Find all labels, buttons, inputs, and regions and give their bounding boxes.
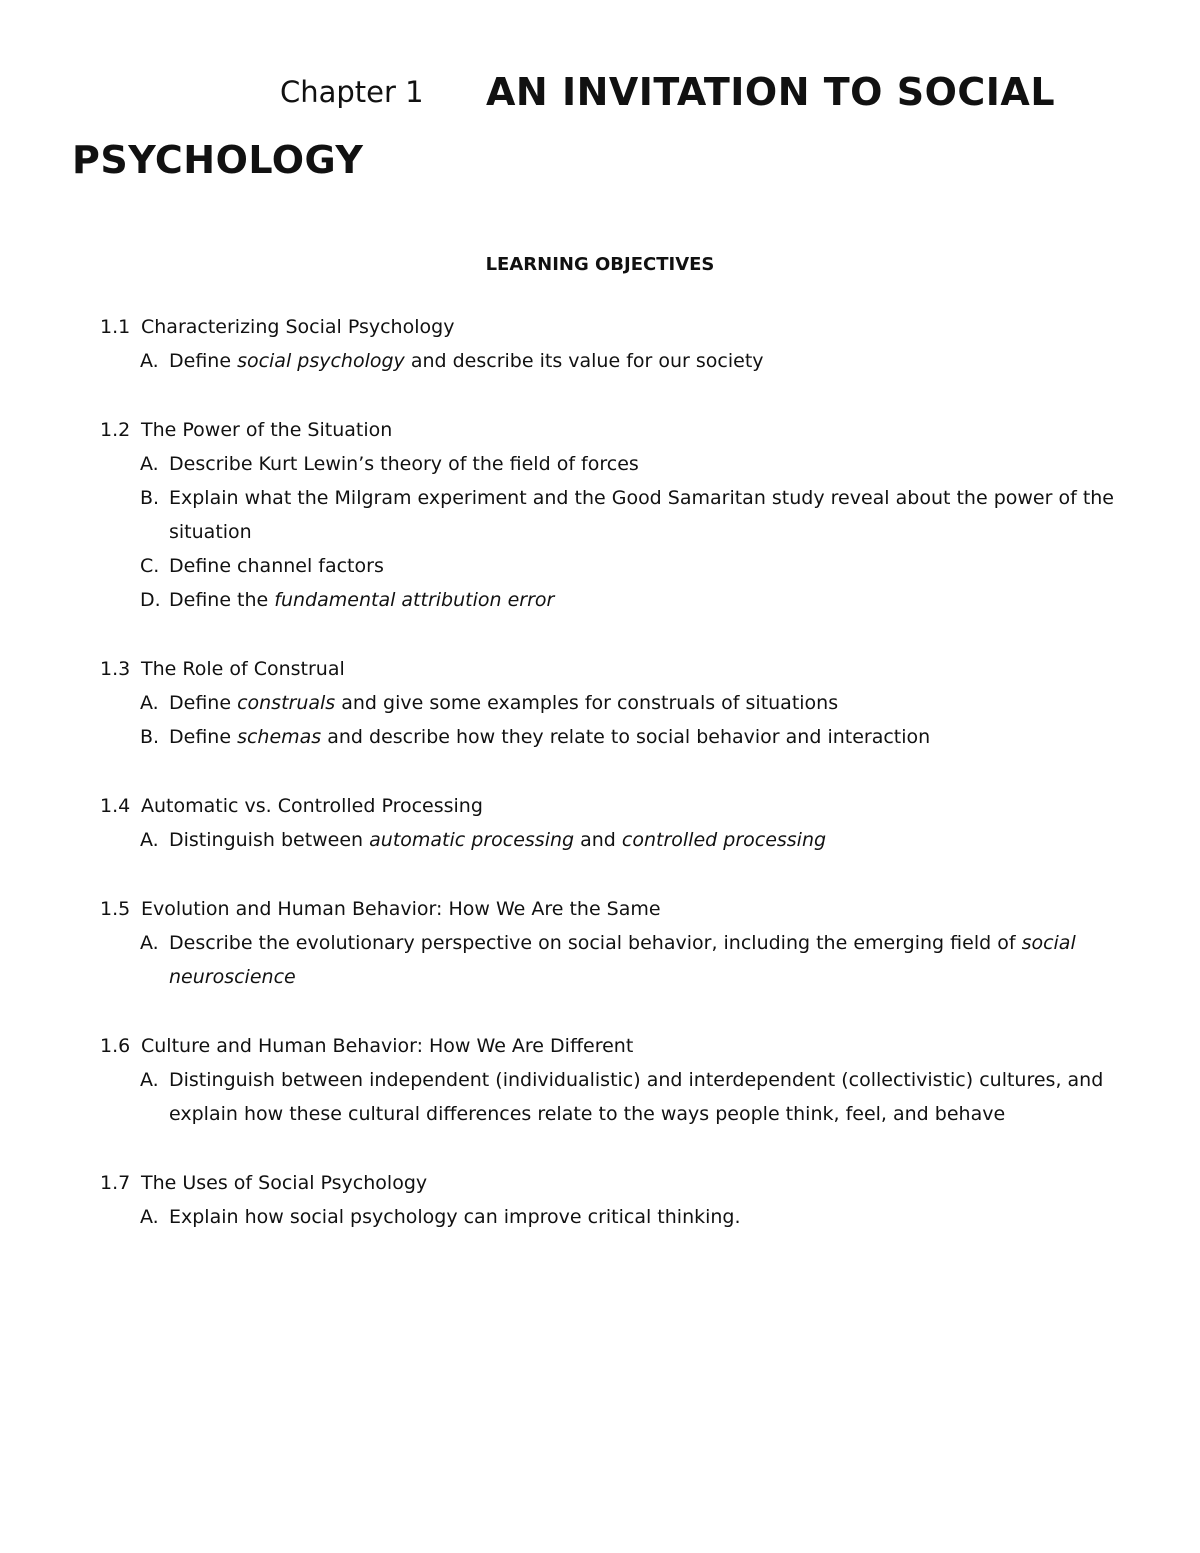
- section-title: The Role of Construal: [141, 658, 345, 680]
- section-heading: [100, 1029, 1130, 1063]
- objective-item: [100, 583, 1130, 617]
- item-text: [169, 1063, 1130, 1131]
- item-letter: A.: [140, 692, 159, 714]
- item-text-segment: Distinguish between: [169, 829, 370, 851]
- item-text-emphasis: schemas: [237, 726, 322, 748]
- item-text-segment: Define the: [169, 589, 275, 611]
- item-text-segment: Distinguish between independent (individualistic) and interdependent (collectivistic) cultures, and explain how these cultural differences relate to the ways people think, feel, and behave: [169, 1069, 1104, 1125]
- objective-section: [100, 413, 1130, 617]
- section-title: The Uses of Social Psychology: [141, 1172, 428, 1194]
- item-text: [169, 344, 1130, 378]
- item-letter: A.: [140, 453, 159, 475]
- section-number: 1.5: [100, 898, 131, 920]
- objective-section: [100, 1029, 1130, 1131]
- chapter-title-line1: AN INVITATION TO SOCIAL: [486, 70, 1056, 114]
- item-text-segment: Explain how social psychology can improve critical thinking.: [169, 1206, 741, 1228]
- objective-section: [100, 892, 1130, 994]
- section-heading: [100, 652, 1130, 686]
- chapter-label: Chapter 1: [280, 75, 424, 109]
- objective-item: [100, 481, 1130, 549]
- item-text-segment: Describe the evolutionary perspective on social behavior, including the emerging field of: [169, 932, 1022, 954]
- item-text-segment: Describe Kurt Lewin’s theory of the field of forces: [169, 453, 639, 475]
- item-text-emphasis: construals: [237, 692, 336, 714]
- objective-item: [100, 686, 1130, 720]
- section-title: Characterizing Social Psychology: [141, 316, 455, 338]
- chapter-title-line2: PSYCHOLOGY: [72, 138, 364, 182]
- objective-section: [100, 1166, 1130, 1234]
- section-number: 1.2: [100, 419, 131, 441]
- item-letter: A.: [140, 1206, 159, 1228]
- objective-item: [100, 549, 1130, 583]
- item-text-segment: Define: [169, 692, 238, 714]
- item-text: [169, 447, 1130, 481]
- learning-objectives-heading: LEARNING OBJECTIVES: [485, 254, 715, 275]
- item-text-emphasis: social neuroscience: [169, 932, 1076, 988]
- objective-item: [100, 447, 1130, 481]
- item-letter: A.: [140, 829, 159, 851]
- item-letter: D.: [140, 589, 161, 611]
- objective-item: [100, 1200, 1130, 1234]
- item-text: [169, 1200, 1130, 1234]
- objective-item: [100, 926, 1130, 994]
- section-title: Evolution and Human Behavior: How We Are the Same: [141, 898, 661, 920]
- item-text-segment: and: [574, 829, 622, 851]
- section-title: The Power of the Situation: [141, 419, 393, 441]
- objective-item: [100, 720, 1130, 754]
- item-text-emphasis: fundamental attribution error: [274, 589, 555, 611]
- item-letter: A.: [140, 932, 159, 954]
- section-title: Automatic vs. Controlled Processing: [141, 795, 483, 817]
- section-number: 1.3: [100, 658, 131, 680]
- item-text: [169, 720, 1130, 754]
- section-heading: [100, 1166, 1130, 1200]
- objective-item: [100, 344, 1130, 378]
- objective-section: [100, 310, 1130, 378]
- section-heading: [100, 892, 1130, 926]
- item-text: [169, 481, 1130, 549]
- item-text-segment: Define: [169, 726, 238, 748]
- item-letter: A.: [140, 1069, 159, 1091]
- item-text-segment: Explain what the Milgram experiment and the Good Samaritan study reveal about the power of the situation: [169, 487, 1114, 543]
- item-text: [169, 583, 1130, 617]
- item-text-segment: and give some examples for construals of situations: [335, 692, 839, 714]
- item-text-emphasis: controlled processing: [621, 829, 827, 851]
- objectives-list: [100, 310, 1130, 1269]
- item-letter: B.: [140, 726, 160, 748]
- item-text: [169, 823, 1130, 857]
- objective-item: [100, 823, 1130, 857]
- section-heading: [100, 789, 1130, 823]
- item-letter: A.: [140, 350, 159, 372]
- objective-section: [100, 789, 1130, 857]
- item-text: [169, 549, 1130, 583]
- item-text: [169, 686, 1130, 720]
- item-text-emphasis: social psychology: [237, 350, 405, 372]
- item-text-segment: and describe its value for our society: [404, 350, 764, 372]
- objective-item: [100, 1063, 1130, 1131]
- section-number: 1.1: [100, 316, 131, 338]
- section-number: 1.7: [100, 1172, 131, 1194]
- item-letter: C.: [140, 555, 160, 577]
- item-text-segment: Define channel factors: [169, 555, 384, 577]
- objective-section: [100, 652, 1130, 754]
- item-text-segment: Define: [169, 350, 238, 372]
- section-number: 1.4: [100, 795, 131, 817]
- item-letter: B.: [140, 487, 160, 509]
- section-heading: [100, 413, 1130, 447]
- section-title: Culture and Human Behavior: How We Are Different: [141, 1035, 634, 1057]
- item-text-emphasis: automatic processing: [369, 829, 575, 851]
- item-text: [169, 926, 1130, 994]
- section-heading: [100, 310, 1130, 344]
- section-number: 1.6: [100, 1035, 131, 1057]
- item-text-segment: and describe how they relate to social behavior and interaction: [321, 726, 931, 748]
